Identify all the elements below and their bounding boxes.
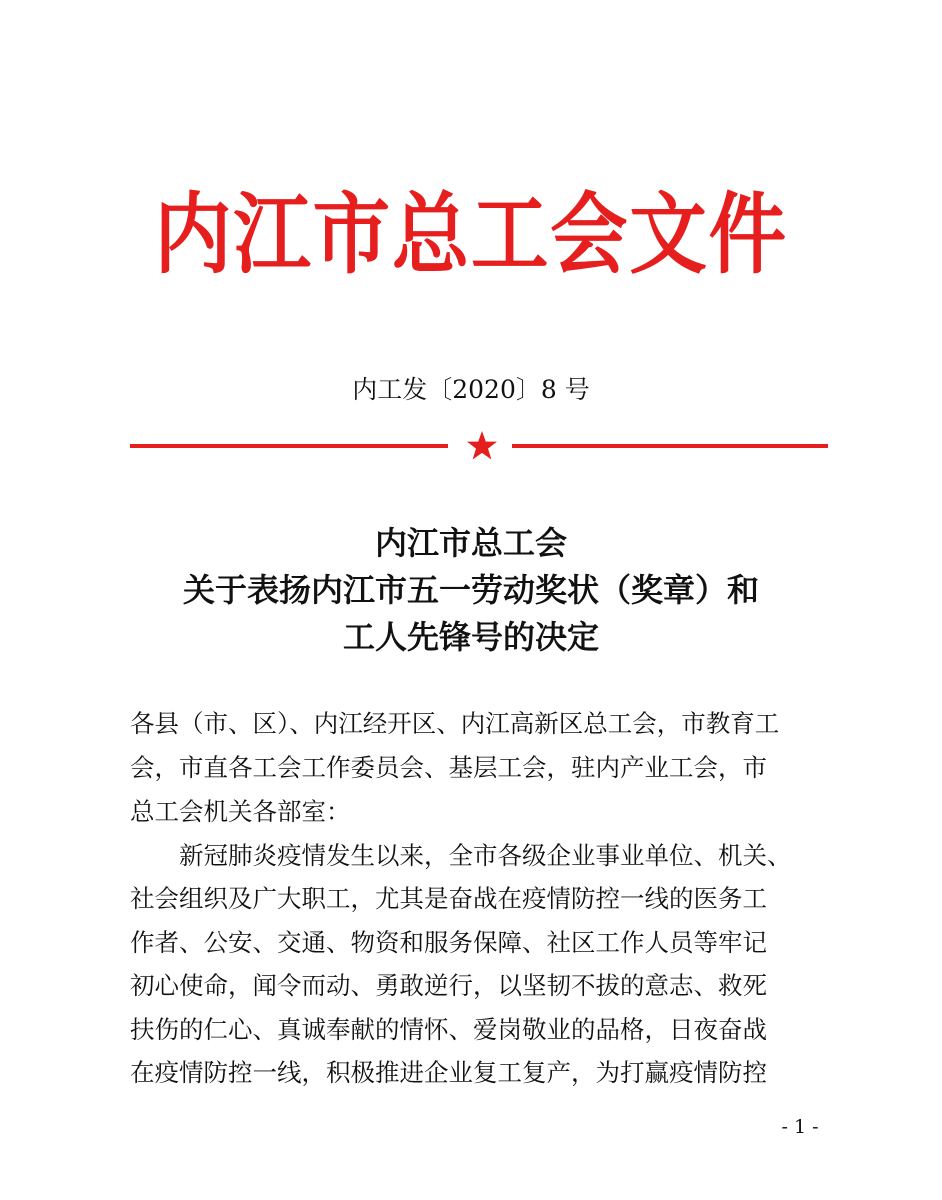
title-line-2: 关于表扬内江市五一劳动奖状（奖章）和 — [182, 571, 759, 609]
page-number: - 1 - — [781, 1116, 819, 1138]
salutation-line: 总工会机关各部室： — [130, 797, 351, 826]
body-line: 新冠肺炎疫情发生以来，全市各级企业事业单位、机关、 — [130, 841, 792, 870]
body-line: 扶伤的仁心、真诚奉献的情怀、爱岗敬业的品格，日夜奋战 — [130, 1014, 767, 1044]
body-line: 在疫情防控一线，积极推进企业复工复产，为打赢疫情防控 — [130, 1058, 767, 1088]
red-divider-right — [512, 444, 828, 448]
body-line: 社会组织及广大职工，尤其是奋战在疫情防控一线的医务工 — [130, 884, 767, 914]
body-line: 作者、公安、交通、物资和服务保障、社区工作人员等牢记 — [130, 927, 767, 957]
star-icon — [466, 430, 498, 462]
title-line-3: 工人先锋号的决定 — [342, 618, 599, 656]
salutation-line: 会，市直各工会工作委员会、基层工会，驻内产业工会，市 — [130, 753, 767, 782]
red-divider-left — [130, 444, 448, 448]
body-paragraph — [130, 834, 820, 1094]
title-line-1: 内江市总工会 — [374, 524, 567, 562]
document-number: 内工发〔2020〕8 号 — [352, 375, 590, 404]
masthead-title: 内江市总工会文件 — [154, 183, 788, 286]
salutation-line: 各县（市、区）、内江经开区、内江高新区总工会，市教育工 — [130, 709, 780, 738]
document-title — [0, 520, 942, 661]
body-line: 初心使命，闻令而动、勇敢逆行，以坚韧不拔的意志、救死 — [130, 971, 767, 1001]
salutation — [130, 702, 820, 834]
